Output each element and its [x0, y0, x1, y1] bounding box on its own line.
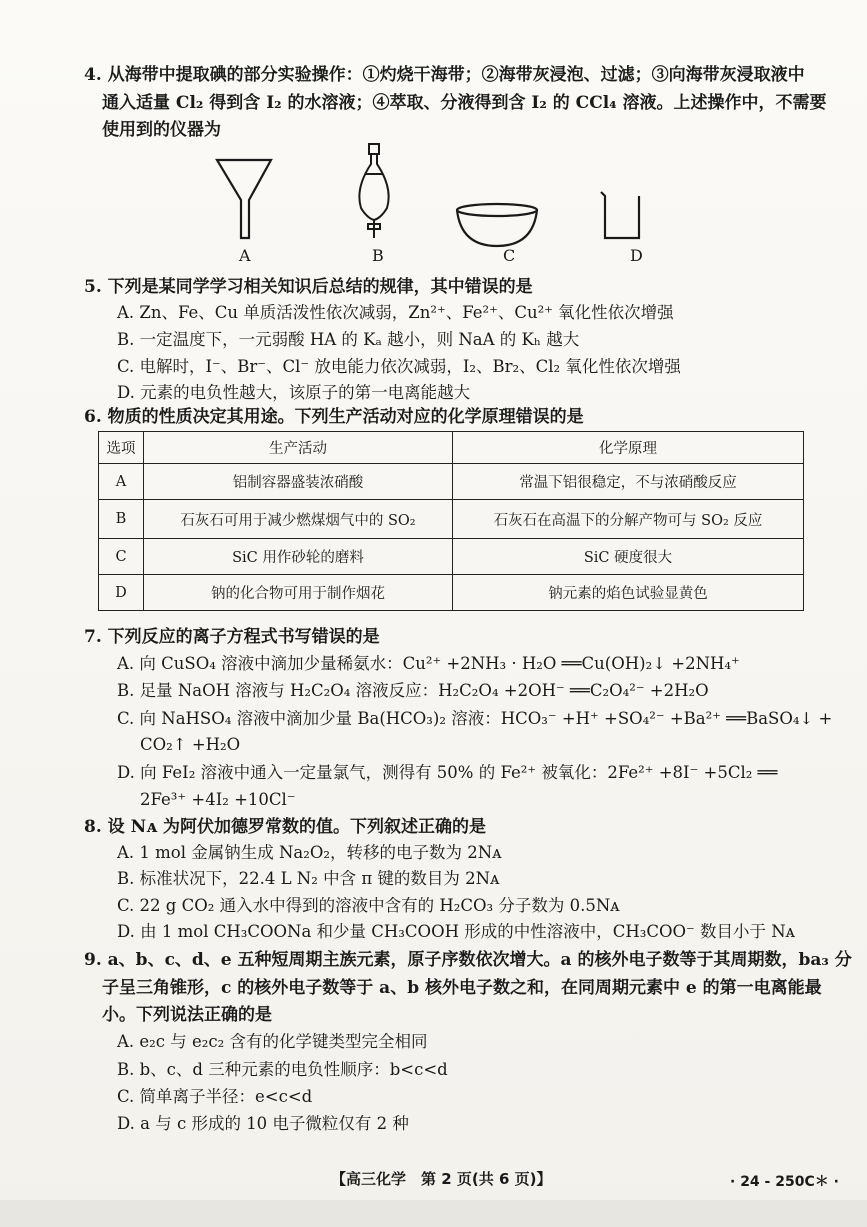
- funnel-icon: [217, 160, 271, 238]
- table-cell: 钠元素的焰色试验显黄色: [453, 575, 804, 611]
- q7-stem: 7. 下列反应的离子方程式书写错误的是: [84, 627, 380, 647]
- q9-option-c: C. 简单离子半径：e<c<d: [117, 1087, 313, 1106]
- q7-option-c: C. 向 NaHSO₄ 溶液中滴加少量 Ba(HCO₃)₂ 溶液：HCO₃⁻ +H⁺ +SO₄²⁻ +Ba²⁺ ══BaSO₄↓ +: [117, 709, 833, 728]
- table-cell: D: [99, 575, 144, 611]
- table-header-cell: 化学原理: [453, 432, 804, 464]
- q8-option-a: A. 1 mol 金属钠生成 Na₂O₂，转移的电子数为 2Nᴀ: [117, 843, 502, 862]
- q8-option-c: C. 22 g CO₂ 通入水中得到的溶液中含有的 H₂CO₃ 分子数为 0.5Nᴀ: [117, 896, 620, 915]
- q6-stem: 6. 物质的性质决定其用途。下列生产活动对应的化学原理错误的是: [84, 407, 584, 427]
- q5-option-d: D. 元素的电负性越大，该原子的第一电离能越大: [117, 383, 471, 402]
- table-header-cell: 生产活动: [144, 432, 453, 464]
- q9-option-b: B. b、c、d 三种元素的电负性顺序：b<c<d: [117, 1060, 448, 1079]
- table-cell: SiC 硬度很大: [453, 539, 804, 575]
- table-row: [99, 500, 804, 539]
- q7-option-b: B. 足量 NaOH 溶液与 H₂C₂O₄ 溶液反应：H₂C₂O₄ +2OH⁻ ══C₂O₄²⁻ +2H₂O: [117, 681, 709, 700]
- table-cell: SiC 用作砂轮的磨料: [144, 539, 453, 575]
- q7-option-a: A. 向 CuSO₄ 溶液中滴加少量稀氨水：Cu²⁺ +2NH₃ · H₂O ══Cu(OH)₂↓ +2NH₄⁺: [117, 654, 740, 673]
- table-cell: C: [99, 539, 144, 575]
- q5-option-b: B. 一定温度下，一元弱酸 HA 的 Kₐ 越小，则 NaA 的 Kₕ 越大: [117, 330, 580, 349]
- table-cell: 常温下铝很稳定，不与浓硝酸反应: [453, 464, 804, 500]
- table-cell: A: [99, 464, 144, 500]
- q9-line2: 子呈三角锥形，c 的核外电子数等于 a、b 核外电子数之和，在同周期元素中 e 的第一电离能最: [102, 978, 822, 998]
- q8-stem: 8. 设 Nᴀ 为阿伏加德罗常数的值。下列叙述正确的是: [84, 817, 486, 837]
- q4-line3: 使用到的仪器为: [102, 120, 221, 140]
- q7-option-d-cont: 2Fe³⁺ +4I₂ +10Cl⁻: [140, 790, 296, 809]
- separatory-funnel-icon: [359, 144, 388, 238]
- page-footer: 【高三化学 第 2 页(共 6 页)】: [331, 1170, 552, 1188]
- paper-code: · 24 - 250C＊ ·: [730, 1174, 839, 1190]
- table-header-row: [99, 432, 804, 464]
- q9-line1: 9. a、b、c、d、e 五种短周期主族元素，原子序数依次增大。a 的核外电子数等于其周期数，ba₃ 分: [84, 950, 852, 970]
- apparatus-figure: [205, 138, 665, 268]
- q6-table: [98, 431, 804, 611]
- table-cell: 钠的化合物可用于制作烟花: [144, 575, 453, 611]
- apparatus-label-b: B: [372, 246, 384, 265]
- q9-line3: 小。下列说法正确的是: [102, 1005, 272, 1025]
- table-row: [99, 575, 804, 611]
- q5-option-a: A. Zn、Fe、Cu 单质活泼性依次减弱，Zn²⁺、Fe²⁺、Cu²⁺ 氧化性依次增强: [117, 303, 674, 322]
- scan-bottom-edge: [0, 1200, 867, 1227]
- q5-stem: 5. 下列是某同学学习相关知识后总结的规律，其中错误的是: [84, 277, 533, 297]
- apparatus-label-a: A: [239, 246, 251, 265]
- table-row: [99, 539, 804, 575]
- q9-option-d: D. a 与 c 形成的 10 电子微粒仅有 2 种: [117, 1114, 409, 1133]
- q7-option-d: D. 向 FeI₂ 溶液中通入一定量氯气，测得有 50% 的 Fe²⁺ 被氧化：2Fe²⁺ +8I⁻ +5Cl₂ ══: [117, 763, 778, 782]
- table-cell: 石灰石可用于减少燃煤烟气中的 SO₂: [144, 500, 453, 539]
- q8-option-d: D. 由 1 mol CH₃COONa 和少量 CH₃COOH 形成的中性溶液中，CH₃COO⁻ 数目小于 Nᴀ: [117, 922, 795, 941]
- q8-option-b: B. 标准状况下，22.4 L N₂ 中含 π 键的数目为 2Nᴀ: [117, 869, 500, 888]
- apparatus-label-c: C: [503, 246, 516, 265]
- q7-option-c-cont: CO₂↑ +H₂O: [140, 735, 241, 754]
- apparatus-label-d: D: [630, 246, 643, 265]
- table-cell: B: [99, 500, 144, 539]
- table-row: [99, 464, 804, 500]
- table-cell: 石灰石在高温下的分解产物可与 SO₂ 反应: [453, 500, 804, 539]
- table-header-cell: 选项: [99, 432, 144, 464]
- q4-line2: 通入适量 Cl₂ 得到含 I₂ 的水溶液；④萃取、分液得到含 I₂ 的 CCl₄ 溶液。上述操作中，不需要: [102, 93, 827, 113]
- evaporating-dish-icon: [457, 204, 537, 246]
- q4-line1: 4. 从海带中提取碘的部分实验操作：①灼烧干海带；②海带灰浸泡、过滤；③向海带灰浸取液中: [84, 65, 805, 85]
- beaker-icon: [601, 192, 639, 238]
- table-cell: 铝制容器盛装浓硝酸: [144, 464, 453, 500]
- q9-option-a: A. e₂c 与 e₂c₂ 含有的化学键类型完全相同: [117, 1032, 428, 1051]
- q5-option-c: C. 电解时，I⁻、Br⁻、Cl⁻ 放电能力依次减弱，I₂、Br₂、Cl₂ 氧化性依次增强: [117, 357, 681, 376]
